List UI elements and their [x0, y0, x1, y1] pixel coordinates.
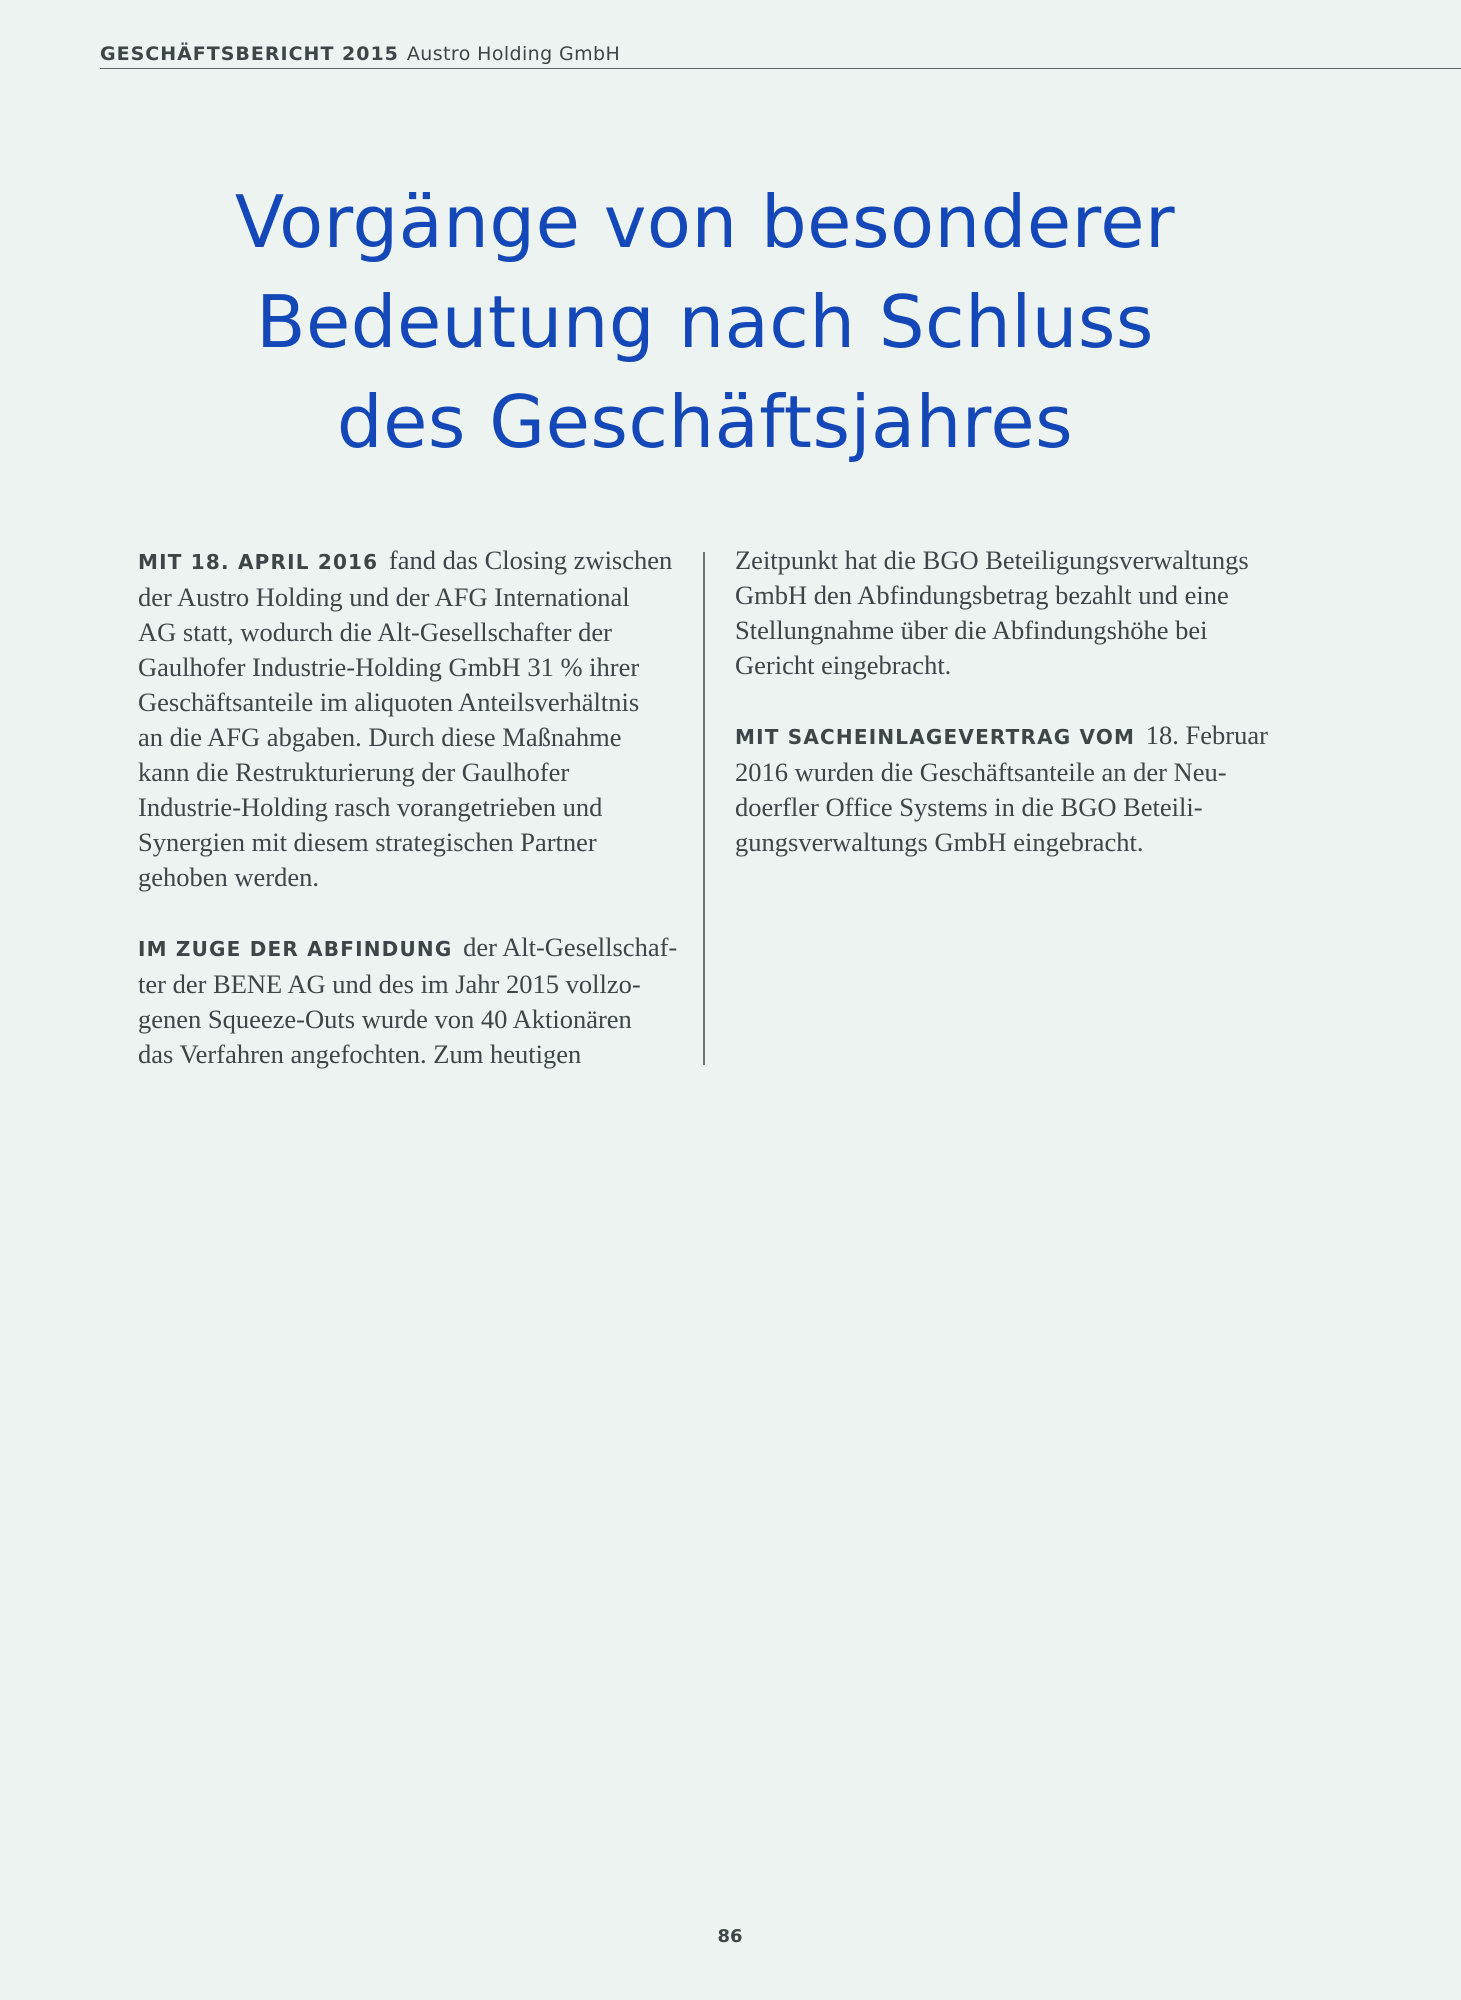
text-line: kann die Restrukturierung der Gaulhofer — [138, 757, 570, 787]
paragraph-lead: IM ZUGE DER ABFINDUNG — [138, 937, 453, 961]
text-line: Stellungnahme über die Abfindungshöhe bei — [735, 615, 1208, 645]
text-line: Gaulhofer Industrie-Holding GmbH 31 % ihrer — [138, 652, 640, 682]
title-line: Bedeutung nach Schluss — [256, 280, 1154, 364]
text-span: der Alt-Gesellschaf- — [463, 932, 678, 962]
text-line: 2016 wurden die Geschäftsanteile an der Neu- — [735, 757, 1227, 787]
paragraph-lead: MIT 18. APRIL 2016 — [138, 550, 379, 574]
title-line: des Geschäftsjahres — [336, 380, 1074, 464]
text-line: der Austro Holding und der AFG International — [138, 582, 630, 612]
text-line — [138, 930, 698, 967]
text-line: Zeitpunkt hat die BGO Beteiligungsverwaltungs — [735, 545, 1249, 575]
text-line — [138, 543, 698, 580]
text-line: genen Squeeze-Outs wurde von 40 Aktionären — [138, 1004, 632, 1034]
column-divider — [703, 552, 705, 1065]
text-line: an die AFG abgaben. Durch diese Maßnahme — [138, 722, 622, 752]
running-header — [100, 40, 1461, 69]
page-title — [180, 172, 1230, 472]
paragraph-closing — [138, 543, 698, 895]
text-line: doerfler Office Systems in die BGO Beteili- — [735, 792, 1203, 822]
text-line: das Verfahren angefochten. Zum heutigen — [138, 1039, 582, 1069]
title-line: Vorgänge von besonderer — [234, 180, 1176, 264]
right-column — [735, 543, 1335, 895]
text-line: Gericht eingebracht. — [735, 650, 952, 680]
text-line: AG statt, wodurch die Alt-Gesellschafter der — [138, 617, 612, 647]
paragraph-sacheinlage — [735, 718, 1335, 860]
paragraph-abfindung-continued — [735, 543, 1335, 683]
left-column — [138, 543, 698, 1107]
page-number: 86 — [717, 1926, 743, 1947]
text-line: GmbH den Abfindungsbetrag bezahlt und eine — [735, 580, 1229, 610]
paragraph-abfindung — [138, 930, 698, 1072]
text-line: gehoben werden. — [138, 862, 320, 892]
text-line: Synergien mit diesem strategischen Partner — [138, 827, 597, 857]
report-label: GESCHÄFTSBERICHT 2015 — [100, 43, 399, 65]
text-line: Industrie-Holding rasch vorangetrieben und — [138, 792, 603, 822]
text-line: Geschäftsanteile im aliquoten Anteilsverhältnis — [138, 687, 640, 717]
text-line — [735, 718, 1335, 755]
text-span: 18. Februar — [1145, 720, 1268, 750]
text-line: gungsverwaltungs GmbH eingebracht. — [735, 827, 1144, 857]
text-span: fand das Closing zwischen — [388, 545, 673, 575]
company-name: Austro Holding GmbH — [406, 43, 621, 65]
paragraph-lead: MIT SACHEINLAGEVERTRAG VOM — [735, 725, 1136, 749]
text-line: ter der BENE AG und des im Jahr 2015 vollzo- — [138, 969, 641, 999]
